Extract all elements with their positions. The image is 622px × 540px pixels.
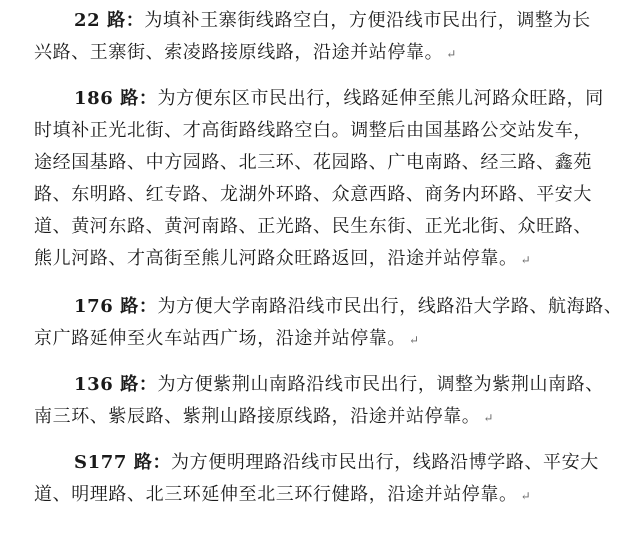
paragraph-mark-icon: ↵ (483, 411, 495, 425)
paragraph-text: 路、东明路、红专路、龙湖外环路、众意西路、商务内环路、平安大 (34, 184, 592, 205)
paragraph-text: 途经国基路、中方园路、北三环、花园路、广电南路、经三路、鑫苑 (34, 152, 592, 173)
paragraph-line (34, 184, 592, 206)
paragraph-line (74, 374, 604, 396)
paragraph-text: 为方便明理路沿线市民出行，线路沿博学路、平安大 (171, 452, 599, 473)
paragraph-line (34, 484, 531, 507)
route-label: 186 路： (74, 88, 158, 109)
route-label: 136 路： (74, 374, 158, 395)
paragraph-mark-icon: ↵ (446, 47, 457, 61)
paragraph-text: 时填补正光北街、才高街路线路空白。调整后由国基路公交站发车， (34, 120, 592, 141)
paragraph-text: 道、明理路、北三环延伸至北三环行健路，沿途并站停靠。 (34, 484, 518, 505)
paragraph-line (34, 248, 531, 271)
paragraph-text: 熊儿河路、才高街至熊儿河路众旺路返回，沿途并站停靠。 (34, 248, 518, 269)
paragraph-text: 道、黄河东路、黄河南路、正光路、民生东街、正光北街、众旺路、 (34, 216, 592, 237)
paragraph-line (34, 120, 592, 142)
paragraph-line (34, 42, 457, 65)
paragraph-text: 兴路、王寨街、索凌路接原线路，沿途并站停靠。 (34, 42, 444, 63)
paragraph-line (34, 328, 420, 351)
paragraph-mark-icon: ↵ (520, 489, 532, 503)
paragraph-text: 为填补王寨街线路空白，方便沿线市民出行，调整为长 (144, 10, 591, 31)
paragraph-mark-icon: ↵ (520, 253, 532, 267)
paragraph-text: 南三环、紫辰路、紫荆山路接原线路，沿途并站停靠。 (34, 406, 481, 427)
paragraph-line (74, 452, 599, 474)
route-label: S177 路： (74, 452, 172, 473)
paragraph-mark-icon: ↵ (409, 333, 420, 347)
paragraph-line (74, 10, 591, 32)
paragraph-line (74, 88, 604, 110)
paragraph-line (34, 216, 592, 238)
paragraph-line (34, 152, 592, 174)
route-label: 176 路： (74, 296, 158, 317)
paragraph-text: 为方便紫荆山南路沿线市民出行，调整为紫荆山南路、 (157, 374, 604, 395)
paragraph-line (74, 296, 622, 318)
paragraph-line (34, 406, 494, 429)
paragraph-text: 为方便大学南路沿线市民出行，线路沿大学路、航海路、 (157, 296, 622, 317)
paragraph-text: 京广路延伸至火车站西广场，沿途并站停靠。 (34, 328, 406, 349)
route-label: 22 路： (74, 10, 145, 31)
paragraph-text: 为方便东区市民出行，线路延伸至熊儿河路众旺路，同 (157, 88, 604, 109)
